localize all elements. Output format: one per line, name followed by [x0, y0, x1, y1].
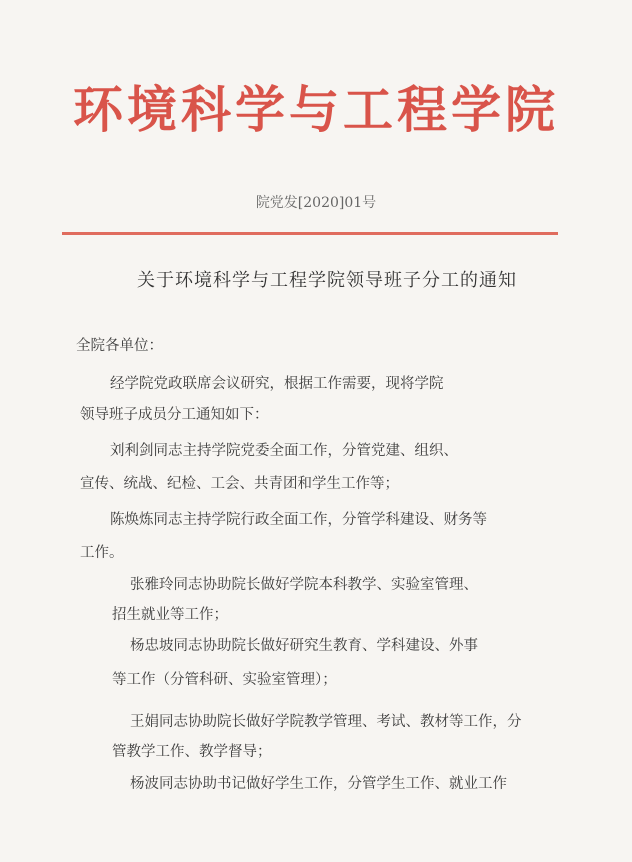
body-line: 张雅玲同志协助院长做好学院本科教学、实验室管理、 [130, 577, 478, 593]
body-line: 招生就业等工作； [112, 607, 228, 623]
body-line: 杨波同志协助书记做好学生工作，分管学生工作、就业工作 [130, 776, 507, 792]
body-line: 刘利剑同志主持学院党委全面工作，分管党建、组织、 [110, 443, 458, 459]
body-line: 杨忠坡同志协助院长做好研究生教育、学科建设、外事 [130, 638, 478, 654]
body-line: 王娟同志协助院长做好学院教学管理、考试、教材等工作，分 [130, 714, 522, 730]
salutation: 全院各单位： [76, 338, 163, 354]
body-line: 陈焕炼同志主持学院行政全面工作，分管学科建设、财务等 [110, 512, 487, 528]
document-title: 关于环境科学与工程学院领导班子分工的通知 [137, 270, 517, 291]
red-divider-line [62, 232, 558, 235]
document-number: 院党发[2020]01号 [255, 195, 377, 211]
body-line: 领导班子成员分工通知如下： [80, 407, 269, 423]
body-line: 等工作（分管科研、实验室管理）； [112, 672, 337, 688]
body-line: 经学院党政联席会议研究，根据工作需要，现将学院 [110, 376, 444, 392]
body-line: 工作。 [80, 545, 124, 561]
body-line: 宣传、统战、纪检、工会、共青团和学生工作等； [80, 476, 399, 492]
org-masthead: 环境科学与工程学院 [73, 80, 559, 139]
body-line: 管教学工作、教学督导； [112, 744, 272, 760]
